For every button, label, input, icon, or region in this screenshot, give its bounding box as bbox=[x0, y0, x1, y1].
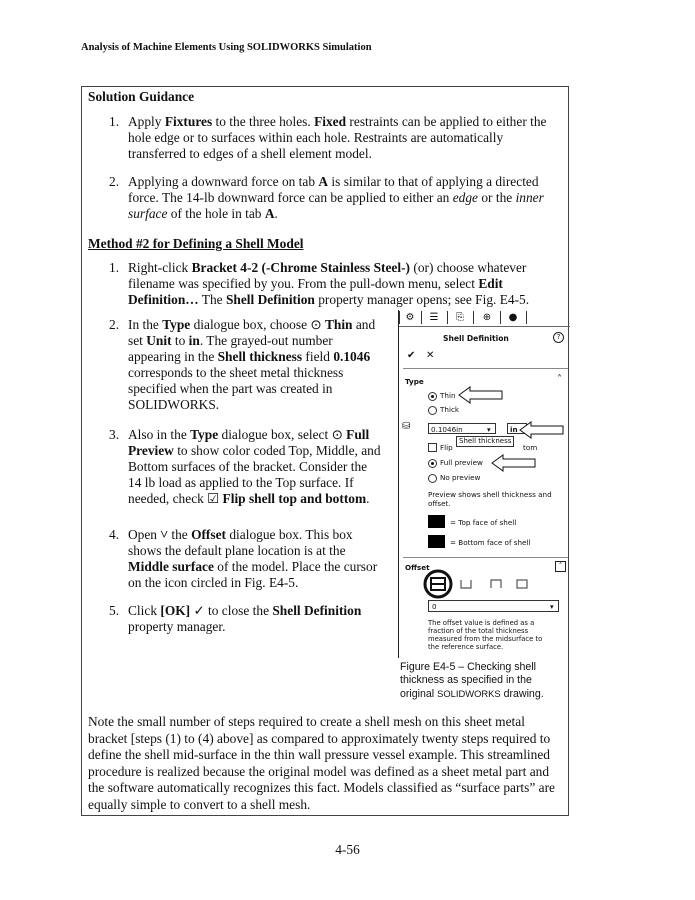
method-item-1-line: Right-click Bracket 4-2 (-Chrome Stainless Steel-) (or) choose whatever bbox=[128, 260, 527, 275]
bottom-surface-icon[interactable] bbox=[461, 580, 471, 588]
method-item-3-line: needed, check ☑ Flip shell top and bottom. bbox=[128, 491, 370, 506]
chevron-down-icon: ▾ bbox=[550, 602, 554, 611]
offset-value-field[interactable]: 0 ▾ bbox=[428, 600, 559, 612]
guidance-item-2-line: force. The 14-lb downward force can be applied to either an edge or the inner bbox=[128, 190, 544, 205]
shell-definition-panel bbox=[398, 310, 570, 658]
full-preview-label: Full preview bbox=[440, 458, 483, 467]
bottom-face-swatch bbox=[428, 535, 445, 548]
no-preview-radio[interactable] bbox=[428, 474, 437, 483]
guidance-item-2-line: Applying a downward force on tab A is similar to that of applying a directed bbox=[128, 174, 539, 189]
display-tab-icon[interactable]: ● bbox=[508, 312, 518, 323]
arrow-pointer-icon bbox=[519, 421, 565, 439]
guidance-item-1-line: transferred to edges of a shell element model. bbox=[128, 146, 372, 161]
note-line: procedure is realized because the original model was defined as a sheet metal part and bbox=[88, 763, 550, 779]
type-section-label: Type bbox=[405, 377, 424, 386]
method-item-2-line: In the Type dialogue box, choose ⊙ Thin and bbox=[128, 317, 376, 332]
preview-note-line2: offset. bbox=[428, 499, 451, 508]
note-line: Note the small number of steps required to create a shell mesh on this sheet metal bbox=[88, 714, 525, 729]
offset-section-label: Offset bbox=[405, 563, 430, 572]
help-icon[interactable]: ? bbox=[553, 332, 564, 343]
running-header: Analysis of Machine Elements Using SOLIDWORKS Simulation bbox=[81, 42, 372, 53]
note-line: bracket [steps (1) to (4) above] as compared to approximately twenty steps required to bbox=[88, 730, 551, 746]
arrow-pointer-icon bbox=[458, 386, 504, 404]
method-item-4-line: on the icon circled in Fig. E4-5. bbox=[128, 575, 299, 590]
shell-thickness-icon: ⛁ bbox=[402, 421, 411, 432]
method-item-5-line: property manager. bbox=[128, 619, 226, 634]
cancel-icon[interactable]: ✕ bbox=[426, 350, 435, 361]
thin-radio[interactable] bbox=[428, 392, 437, 401]
method-item-2-number: 2. bbox=[109, 317, 120, 332]
property-manager-tabbar bbox=[399, 310, 570, 327]
method-item-1-line: Definition… The Shell Definition property manager opens; see Fig. E4-5. bbox=[128, 292, 530, 307]
method-item-2-line: specified when the part was created in bbox=[128, 381, 333, 396]
page-number: 4-56 bbox=[335, 842, 360, 857]
dimxpert-tab-icon[interactable]: ⊕ bbox=[482, 312, 492, 323]
flip-label: Flip bbox=[440, 443, 453, 452]
ok-icon[interactable]: ✔ bbox=[407, 350, 416, 361]
property-manager-tab-icon[interactable]: ☰ bbox=[429, 312, 439, 323]
flip-checkbox[interactable] bbox=[428, 443, 437, 452]
method-item-2-line: appearing in the Shell thickness field 0.1046 bbox=[128, 349, 371, 364]
method-item-2-line: corresponds to the sheet metal thickness bbox=[128, 365, 344, 380]
guidance-item-1-line: hole edge or to surfaces within each hole. Restraints are automatically bbox=[128, 130, 504, 145]
thick-label: Thick bbox=[440, 405, 460, 414]
solution-guidance-heading: Solution Guidance bbox=[88, 89, 195, 104]
middle-surface-icon[interactable] bbox=[425, 571, 451, 597]
method-item-3-line: 14 lb load as applied to the Top surface. If bbox=[128, 475, 354, 490]
guidance-item-1-number: 1. bbox=[109, 114, 120, 129]
method-item-3-line: Preview to show color coded Top, Middle, and bbox=[128, 443, 381, 458]
note-line: define the shell mid-surface in the thin wall pressure vessel example. This streamlined bbox=[88, 747, 550, 762]
shell-thickness-field[interactable]: 0.1046in ▾ bbox=[428, 423, 496, 434]
guidance-item-2-line: surface of the hole in tab A. bbox=[128, 206, 278, 221]
thin-label: Thin bbox=[440, 391, 456, 400]
flip-label-tail: tom bbox=[523, 443, 538, 452]
method-item-5-number: 5. bbox=[109, 603, 120, 618]
specify-ratio-icon[interactable] bbox=[517, 580, 527, 588]
chevron-down-icon: ▾ bbox=[487, 425, 491, 434]
preview-note-line1: Preview shows shell thickness and bbox=[428, 490, 552, 499]
unit-select[interactable]: in bbox=[507, 423, 527, 434]
method-item-4-number: 4. bbox=[109, 527, 120, 542]
offset-icon-row bbox=[419, 568, 559, 600]
shell-thickness-tooltip: Shell thickness bbox=[456, 436, 514, 447]
offset-note-line3: measured from the midsurface to bbox=[428, 635, 543, 643]
configuration-tab-icon[interactable]: ⎘ bbox=[456, 312, 464, 323]
full-preview-radio[interactable] bbox=[428, 459, 437, 468]
method-item-5-line: Click [OK] ✓ to close the Shell Definition bbox=[128, 603, 362, 618]
method-item-3-number: 3. bbox=[109, 427, 120, 442]
offset-note-line2: fraction of the total thickness bbox=[428, 627, 529, 635]
method-item-1-line: filename was specified by you. From the pull-down menu, select Edit bbox=[128, 276, 503, 291]
arrow-pointer-icon bbox=[491, 454, 537, 472]
offset-note-line4: the reference surface. bbox=[428, 643, 504, 651]
top-surface-icon[interactable] bbox=[491, 580, 501, 588]
method-item-3-line: Bottom surfaces of the bracket. Consider the bbox=[128, 459, 368, 474]
method-item-2-line: SOLIDWORKS. bbox=[128, 397, 220, 412]
method-item-3-line: Also in the Type dialogue box, select ⊙ Full bbox=[128, 427, 370, 442]
method-heading: Method #2 for Defining a Shell Model bbox=[88, 236, 304, 251]
offset-note-line1: The offset value is defined as a bbox=[428, 619, 535, 627]
top-face-swatch bbox=[428, 515, 445, 528]
note-line: equally simple to convert to a shell mesh. bbox=[88, 796, 311, 812]
feature-manager-tab-icon[interactable]: ⚙ bbox=[405, 312, 415, 323]
panel-title: Shell Definition bbox=[443, 334, 509, 343]
note-line: the software automatically recognizes this fact. Models classified as “surface parts” are bbox=[88, 780, 555, 795]
guidance-item-2-number: 2. bbox=[109, 174, 120, 189]
thick-radio[interactable] bbox=[428, 406, 437, 415]
expand-icon[interactable]: ˄ bbox=[555, 561, 566, 572]
top-face-label: = Top face of shell bbox=[450, 518, 517, 527]
method-item-1-number: 1. bbox=[109, 260, 120, 275]
collapse-icon[interactable]: ˄ bbox=[557, 374, 562, 385]
method-item-4-line: Open ˅ the Offset dialogue box. This box bbox=[128, 527, 353, 542]
bottom-face-label: = Bottom face of shell bbox=[450, 538, 531, 547]
method-item-2-line: set Unit to in. The grayed-out number bbox=[128, 333, 333, 348]
guidance-item-1-line: Apply Fixtures to the three holes. Fixed restraints can be applied to either the bbox=[128, 114, 547, 129]
figure-caption: Figure E4-5 – Checking shell thickness as specified in the original SOLIDWORKS drawing. bbox=[400, 661, 544, 700]
no-preview-label: No preview bbox=[440, 473, 481, 482]
method-item-4-line: Middle surface of the model. Place the cursor bbox=[128, 559, 378, 574]
method-item-4-line: shows the default plane location is at the bbox=[128, 543, 346, 558]
